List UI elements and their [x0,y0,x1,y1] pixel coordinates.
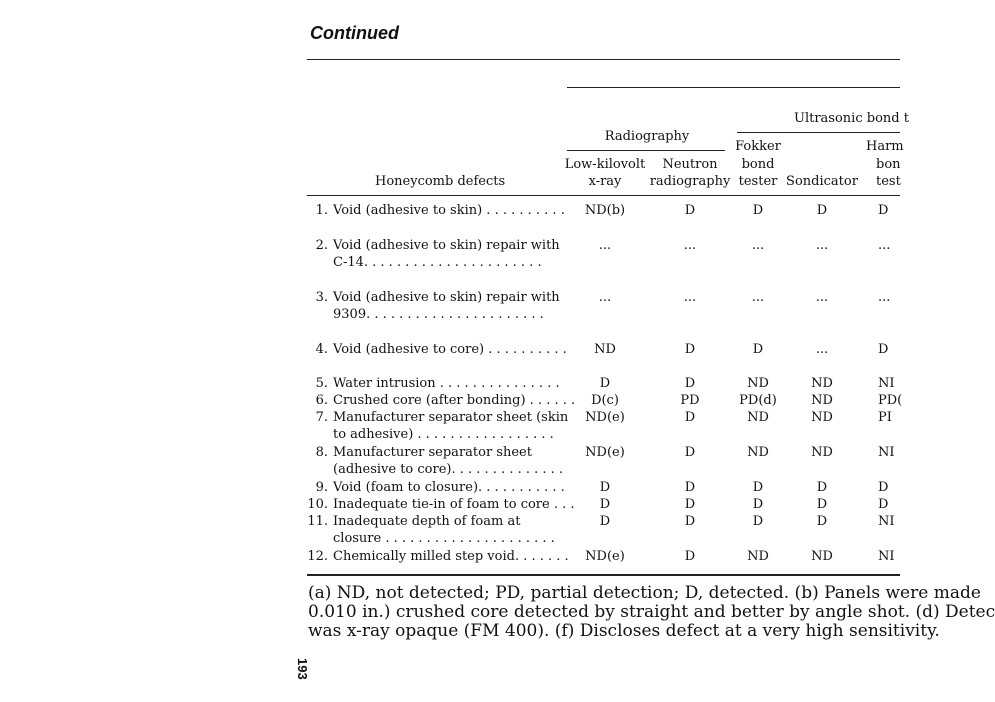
defect-label: Void (adhesive to core) . . . . . . . . . . [333,342,567,357]
row-number: 3. [315,290,328,305]
cell-fokker: ... [751,238,765,253]
cell-lowkv: ... [598,290,612,305]
cell-fokker: D [752,497,764,512]
spanner-rule [567,87,900,88]
defect-label: Void (adhesive to skin) repair with [333,290,560,305]
cell-lowkv: ND(e) [585,549,625,564]
cell-neutron: D [684,342,696,357]
top-rule [307,59,900,60]
cell-harm: NI [878,549,895,564]
cell-fokker: ND [747,410,769,425]
cell-neutron: ... [683,290,697,305]
cell-lowkv: D [599,514,611,529]
footnote-line: (a) ND, not detected; PD, partial detection; D, detected. (b) Panels were made [308,583,981,603]
fokker-header-3: tester [738,174,778,189]
cell-harm: NI [878,514,895,529]
cell-fokker: ND [747,376,769,391]
radiography-group-header: Radiography [604,129,690,144]
harmonic-header-2: bon [876,157,901,172]
row-number: 1. [315,203,328,218]
cell-harm: D [878,203,889,218]
row-number: 10. [307,497,328,512]
cell-harm: PI [878,410,892,425]
cell-harm: ... [878,238,891,253]
defect-label: Inadequate depth of foam at [333,514,521,529]
row-number: 7. [315,410,328,425]
cell-sond: ND [811,445,833,460]
cell-fokker: PD(d) [739,393,777,408]
cell-fokker: D [752,480,764,495]
radiography-rule [567,150,725,151]
cell-fokker: D [752,342,764,357]
row-number: 9. [315,480,328,495]
cell-lowkv: D(c) [591,393,619,408]
defect-label-continued: 9309. . . . . . . . . . . . . . . . . . . . . . [333,307,544,322]
neutron-header-1: Neutron [662,157,718,172]
fokker-header-2: bond [741,157,775,172]
cell-sond: ND [811,393,833,408]
row-number: 11. [307,514,328,529]
cell-neutron: D [684,514,696,529]
footnote-line: was x-ray opaque (FM 400). (f) Discloses defect at a very high sensitivity. [308,621,940,641]
harmonic-header-3: test [876,174,901,189]
cell-harm: D [878,497,889,512]
cell-sond: D [816,514,828,529]
cell-fokker: ... [751,290,765,305]
cell-neutron: D [684,480,696,495]
cell-neutron: D [684,410,696,425]
cell-lowkv: ND(e) [585,410,625,425]
cell-lowkv: ND(e) [585,445,625,460]
row-number: 12. [307,549,328,564]
cell-sond: ND [811,549,833,564]
defect-label: Crushed core (after bonding) . . . . . . [333,393,576,408]
cell-neutron: ... [683,238,697,253]
cell-lowkv: D [599,497,611,512]
cell-lowkv: ... [598,238,612,253]
cell-harm: PD( [878,393,903,408]
cell-sond: ... [815,238,829,253]
cell-sond: ... [815,290,829,305]
cell-neutron: D [684,203,696,218]
cell-fokker: ND [747,549,769,564]
cell-harm: D [878,480,889,495]
header-rule [307,195,900,196]
cell-sond: D [816,480,828,495]
cell-harm: ... [878,290,891,305]
defect-label-continued: (adhesive to core). . . . . . . . . . . . . . [333,462,564,477]
defect-label-continued: to adhesive) . . . . . . . . . . . . . . . . . [333,427,554,442]
lowkv-header-1: Low-kilovolt [564,157,646,172]
row-number: 8. [315,445,328,460]
neutron-header-2: radiography [649,174,731,189]
cell-sond: ND [811,410,833,425]
row-number: 6. [315,393,328,408]
defects-column-header: Honeycomb defects [375,174,506,189]
defect-label: Manufacturer separator sheet (skin [333,410,569,425]
cell-harm: D [878,342,889,357]
lowkv-header-2: x-ray [588,174,622,189]
cell-lowkv: D [599,376,611,391]
defect-label: Inadequate tie-in of foam to core . . . [333,497,575,512]
defect-label: Water intrusion . . . . . . . . . . . . . . . [333,376,560,391]
page-number: 193 [295,658,310,680]
defect-label: Manufacturer separator sheet [333,445,532,460]
cell-lowkv: ND(b) [584,203,626,218]
row-number: 2. [315,238,328,253]
bottom-rule [307,574,900,576]
row-number: 4. [315,342,328,357]
cell-fokker: ND [747,445,769,460]
cell-harm: NI [878,445,895,460]
cell-lowkv: ND [594,342,616,357]
defect-label-continued: closure . . . . . . . . . . . . . . . . . . . . . [333,531,555,546]
cell-neutron: D [684,549,696,564]
fokker-header-1: Fokker [735,139,781,154]
ultrasonic-group-header: Ultrasonic bond t [794,111,909,126]
ultrasonic-rule [737,132,900,133]
defect-label: Void (adhesive to skin) . . . . . . . . . . [333,203,565,218]
cell-sond: D [816,203,828,218]
defect-label: Void (foam to closure). . . . . . . . . . . [333,480,565,495]
cell-lowkv: D [599,480,611,495]
cell-fokker: D [752,514,764,529]
row-number: 5. [315,376,328,391]
defect-label: Void (adhesive to skin) repair with [333,238,560,253]
cell-neutron: D [684,445,696,460]
defect-label: Chemically milled step void. . . . . . . [333,549,569,564]
cell-neutron: D [684,497,696,512]
footnote-line: 0.010 in.) crushed core detected by straight and better by angle shot. (d) Detec [308,602,995,622]
cell-harm: NI [878,376,895,391]
footnotes [308,584,995,641]
cell-neutron: PD [680,393,700,408]
sondicator-header: Sondicator [786,174,858,189]
cell-sond: ND [811,376,833,391]
defect-label-continued: C-14. . . . . . . . . . . . . . . . . . . . . . [333,255,542,270]
cell-sond: ... [815,342,829,357]
harmonic-header-1: Harm [866,139,904,154]
cell-fokker: D [752,203,764,218]
cell-neutron: D [684,376,696,391]
cell-sond: D [816,497,828,512]
section-title: Continued [310,23,399,43]
